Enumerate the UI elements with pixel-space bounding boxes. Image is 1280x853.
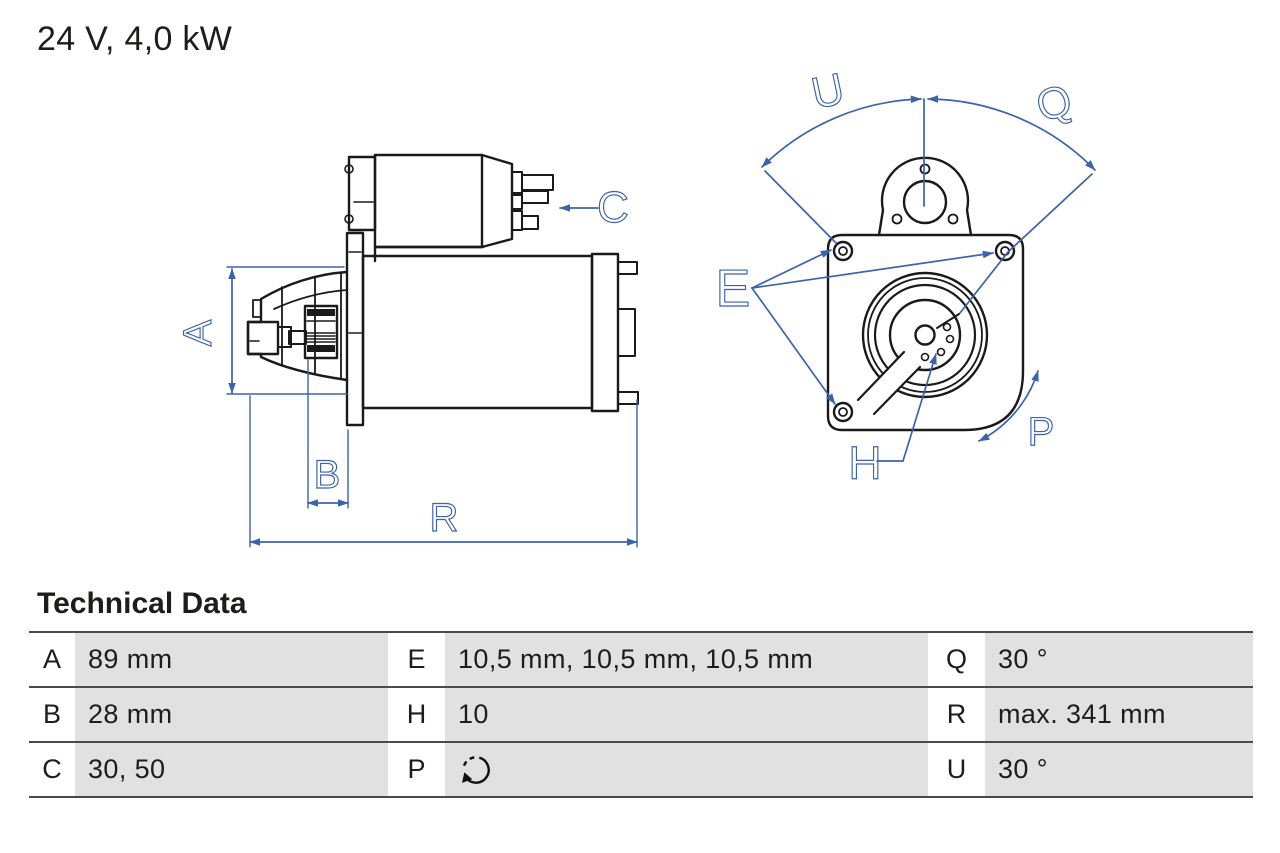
dim-label-h: H — [848, 437, 882, 489]
counterclockwise-rotation-icon — [458, 752, 494, 788]
param-value-r: max. 341 mm — [985, 688, 1253, 741]
param-value-a: 89 mm — [75, 633, 388, 686]
param-value-q: 30 ° — [985, 633, 1253, 686]
param-value-c: 30, 50 — [75, 743, 388, 796]
front-view-annotations — [752, 99, 1095, 461]
technical-drawing — [0, 55, 1280, 585]
param-key-c: C — [29, 743, 75, 796]
dim-label-u: U — [807, 64, 849, 119]
param-key-a: A — [29, 633, 75, 686]
page-title: 24 V, 4,0 kW — [37, 20, 233, 58]
param-value-p — [445, 743, 928, 796]
dim-label-a: A — [176, 319, 220, 347]
param-key-q: Q — [928, 633, 985, 686]
param-key-r: R — [928, 688, 985, 741]
table-row — [29, 633, 1253, 688]
param-key-b: B — [29, 688, 75, 741]
dim-label-c: C — [597, 183, 629, 232]
dim-label-r: R — [429, 496, 459, 540]
param-key-p: P — [388, 743, 445, 796]
dim-label-b: B — [313, 453, 341, 497]
param-value-u: 30 ° — [985, 743, 1253, 796]
table-row — [29, 743, 1253, 798]
param-key-e: E — [388, 633, 445, 686]
dim-label-e: E — [715, 260, 751, 318]
param-value-h: 10 — [445, 688, 928, 741]
param-value-e: 10,5 mm, 10,5 mm, 10,5 mm — [445, 633, 928, 686]
param-key-u: U — [928, 743, 985, 796]
side-view-outline — [248, 155, 638, 425]
section-heading: Technical Data — [37, 587, 247, 620]
table-row — [29, 688, 1253, 743]
param-value-b: 28 mm — [75, 688, 388, 741]
dim-label-p: P — [1027, 410, 1055, 454]
param-key-h: H — [388, 688, 445, 741]
technical-data-table — [29, 631, 1253, 798]
dim-label-q: Q — [1030, 74, 1079, 133]
